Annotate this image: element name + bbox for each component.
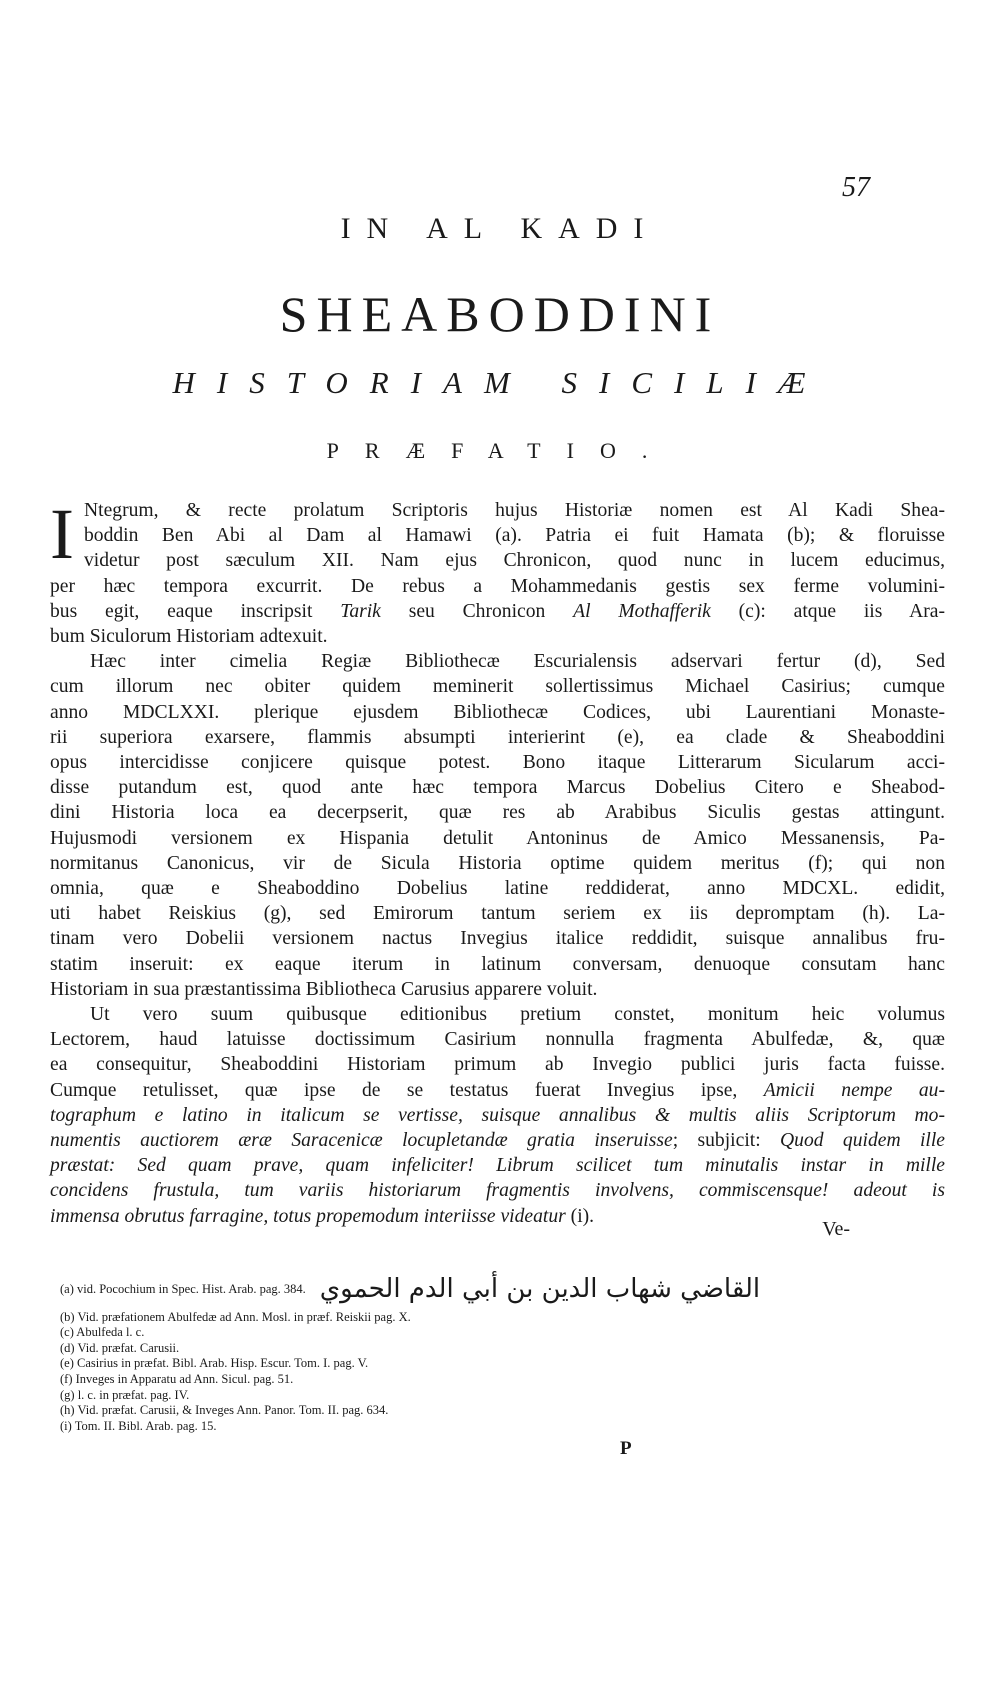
text-line: præstat: Sed quam prave, quam infeliciter! Librum scilicet tum minutalis instar in mille — [50, 1155, 945, 1177]
text-line: immensa obrutus farragine, totus propemodum interiisse videatur (i). — [50, 1205, 595, 1227]
signature-mark: P — [620, 1438, 632, 1459]
text-line: Hujusmodi versionem ex Hispania detulit Antoninus de Amico Messanensis, Pa- — [50, 827, 945, 849]
text-line: bum Siculorum Historiam adtexuit. — [50, 626, 328, 648]
text-line: tographum e latino in italicum se vertisse, suisque annalibus & multis aliis Scriptorum mo- — [50, 1104, 945, 1126]
text-line: ea consequitur, Sheaboddini Historiam primum ab Invegio publici juris facta fuisse. — [50, 1054, 945, 1076]
preface-text — [50, 494, 945, 1229]
text-line: tinam vero Dobelii versionem nactus Invegius italice reddidit, suisque annalibus fru- — [50, 928, 945, 950]
text-line: per hæc tempora excurrit. De rebus a Mohammedanis gestis sex ferme volumini- — [50, 575, 945, 597]
text-line: omnia, quæ e Sheaboddino Dobelius latine reddiderat, anno MDCXL. edidit, — [50, 878, 945, 900]
footnote-f: (f) Inveges in Apparatu ad Ann. Sicul. pag. 51. — [60, 1371, 294, 1386]
footnote-c: (c) Abulfeda l. c. — [60, 1325, 145, 1340]
text-line: boddin Ben Abi al Dam al Hamawi (a). Patria ei fuit Hamata (b); & floruisse — [83, 525, 945, 547]
text-line: concidens frustula, tum variis historiarum fragmentis involvens, commiscensque! adeout is — [50, 1180, 945, 1202]
footnote-text: (a) vid. Pocochium in Spec. Hist. Arab. pag. 384. — [60, 1282, 306, 1296]
text-line: Ut vero suum quibusque editionibus pretium constet, monitum heic volumus — [90, 1004, 945, 1026]
footnote-i: (i) Tom. II. Bibl. Arab. pag. 15. — [60, 1418, 217, 1433]
catchword: Ve- — [822, 1218, 850, 1240]
first-paragraph — [50, 494, 945, 574]
text-line: opus intercidisse conjicere quisque potest. Bono itaque Litterarum Sicularum acci- — [50, 752, 945, 774]
text-line: statim inseruit: ex eaque iterum in latinum conversam, denuoque consutam hanc — [50, 953, 945, 975]
text-line: rii superiora exarsere, flammis absumpti interierint (e), ea clade & Sheaboddini — [50, 726, 945, 748]
text-line: Hæc inter cimelia Regiæ Bibliothecæ Escurialensis adservari fertur (d), Sed — [90, 651, 945, 673]
text-line: normitanus Canonicus, vir de Sicula Historia optime quidem meritus (f); qui non — [50, 852, 945, 874]
footnote-h: (h) Vid. præfat. Carusii, & Inveges Ann. Panor. Tom. II. pag. 634. — [60, 1403, 389, 1418]
page-number: 57 — [842, 172, 870, 203]
arabic-name: القاضي شهاب الدين بن أبي الدم الحموي — [319, 1274, 761, 1304]
text-line: uti habet Reiskius (g), sed Emirorum tantum seriem ex iis depromptam (h). La- — [50, 903, 945, 925]
text-line: Cumque retulisset, quæ ipse de se testatus fuerat Invegius ipse, Amicii nempe au- — [50, 1079, 945, 1101]
title-line-3: HISTORIAM SICILIÆ — [172, 365, 828, 400]
footnote-d: (d) Vid. præfat. Carusii. — [60, 1340, 180, 1355]
footnotes — [60, 1274, 880, 1434]
section-heading: PRÆFATIO. — [326, 438, 674, 463]
text-line: Historiam in sua præstantissima Bibliotheca Carusius apparere voluit. — [50, 978, 598, 1000]
title-line-1: IN AL KADI — [340, 212, 660, 245]
title-line-2: SHEABODDINI — [279, 286, 721, 342]
text-line: numentis auctiorem æræ Saracenicæ locupletandæ gratia inseruisse; subjicit: Quod quidem ille — [50, 1130, 945, 1152]
footnote-e: (e) Casirius in præfat. Bibl. Arab. Hisp. Escur. Tom. I. pag. V. — [60, 1356, 369, 1371]
text-line: bus egit, eaque inscripsit Tarik seu Chronicon Al Mothafferik (c): atque iis Ara- — [50, 600, 945, 622]
footnote-a — [60, 1274, 880, 1304]
text-line: Ntegrum, & recte prolatum Scriptoris hujus Historiæ nomen est Al Kadi Shea- — [83, 500, 945, 521]
text-line: cum illorum nec obiter quidem meminerit sollertissimus Michael Casirius; cumque — [50, 676, 945, 698]
drop-cap: I — [50, 494, 74, 574]
text-line: Lectorem, haud latuisse doctissimum Casirium nonnulla fragmenta Abulfedæ, &, quæ — [50, 1029, 945, 1051]
text-line: disse putandum est, quod ante hæc tempora Marcus Dobelius Citero e Sheabod- — [50, 777, 945, 799]
footnote-g: (g) l. c. in præfat. pag. IV. — [60, 1387, 190, 1402]
text-line: anno MDCLXXI. plerique ejusdem Bibliothecæ Codices, ubi Laurentiani Monaste- — [50, 701, 945, 723]
footnote-b: (b) Vid. præfationem Abulfedæ ad Ann. Mosl. in præf. Reiskii pag. X. — [60, 1309, 411, 1324]
text-line: dini Historia loca ea decerpserit, quæ res ab Arabibus Siculis gestas attingunt. — [50, 802, 945, 824]
text-line: videtur post sæculum XII. Nam ejus Chronicon, quod nunc in lucem educimus, — [83, 550, 945, 572]
